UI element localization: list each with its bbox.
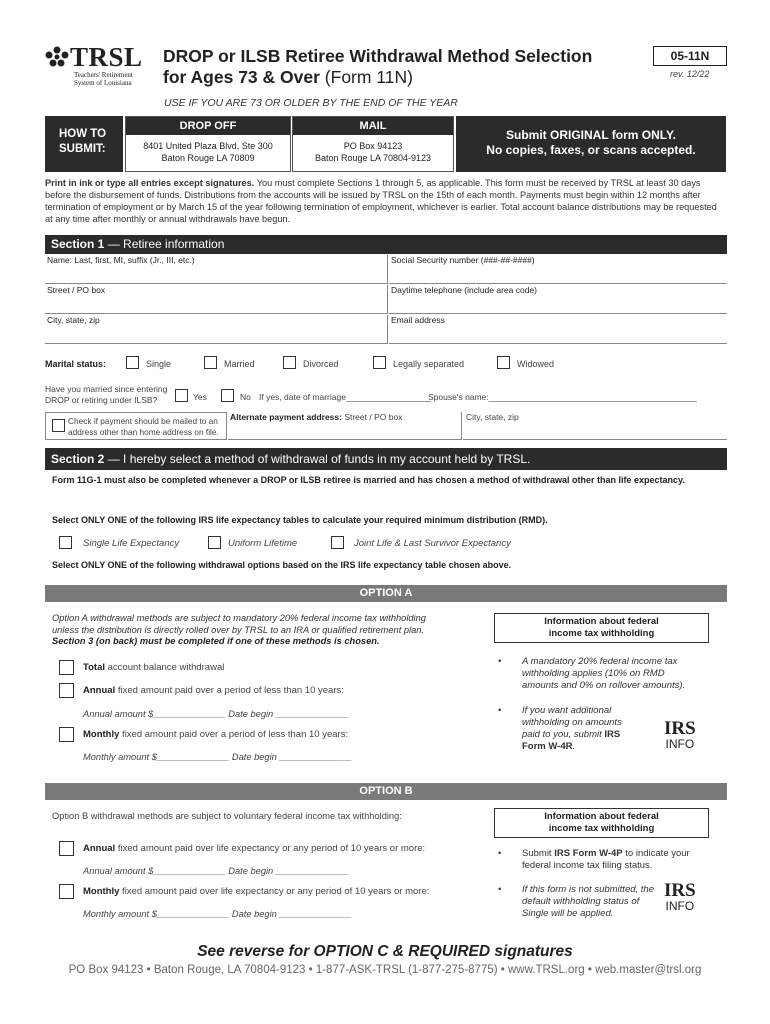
drop-off-box <box>125 116 291 172</box>
mail-box <box>292 116 454 172</box>
email-field[interactable]: Email address <box>389 315 727 344</box>
single-life-checkbox[interactable] <box>59 536 72 549</box>
marital-single-checkbox[interactable] <box>126 356 139 369</box>
marital-label: Marital status: <box>45 359 107 369</box>
marital-widowed-checkbox[interactable] <box>497 356 510 369</box>
option-a-heading: OPTION A <box>45 585 727 602</box>
phone-field[interactable]: Daytime telephone (include area code) <box>389 285 727 314</box>
spouse-name-field[interactable]: Spouse's name:____________________________________________ <box>428 392 697 402</box>
logo-sub-2: System of Louisiana <box>74 79 132 87</box>
option-a-bullet-2: • If you want additional withholding on amounts paid to you, submit IRS Form W-4R. <box>498 705 622 752</box>
subtitle: USE IF YOU ARE 73 OR OLDER BY THE END OF THE YEAR <box>164 97 458 109</box>
option-a-annual-amount-field[interactable]: Annual amount $______________ Date begin ______________ <box>83 709 349 719</box>
marital-married-checkbox[interactable] <box>204 356 217 369</box>
logo-mark-icon <box>44 46 70 70</box>
joint-life-checkbox[interactable] <box>331 536 344 549</box>
name-field[interactable]: Name: Last, first, MI, suffix (Jr., III, etc.) <box>45 255 388 284</box>
ssn-field[interactable]: Social Security number (###-##-####) <box>389 255 727 284</box>
option-b-bullet-2: • If this form is not submitted, the default withholding status of Single will be applied. <box>498 884 654 919</box>
city-field[interactable]: City, state, zip <box>45 315 388 344</box>
option-a-bullet-1: • A mandatory 20% federal income tax withholding applies (10% on RMD amounts and 0% on rollover amounts). <box>498 656 686 691</box>
marital-divorced-checkbox[interactable] <box>283 356 296 369</box>
title-form-number: (Form 11N) <box>324 67 413 87</box>
form-11g-note: Form 11G-1 must also be completed whenever a DROP or ILSB retiree is married and has chosen a method of withdrawal other than life expectancy. <box>52 475 685 485</box>
life-table-row: Single Life Expectancy Uniform Lifetime Joint Life & Last Survivor Expectancy <box>45 536 727 552</box>
section-2-heading: Section 2 — I hereby select a method of withdrawal of funds in my account held by TRSL. <box>45 448 727 470</box>
street-field[interactable]: Street / PO box <box>45 285 388 314</box>
option-a-monthly-amount-field[interactable]: Monthly amount $______________ Date begin ______________ <box>83 752 352 762</box>
option-a-irs-info-icon: IRS INFO <box>664 718 696 751</box>
submit-notice: Submit ORIGINAL form ONLY. No copies, faxes, or scans accepted. <box>456 116 726 172</box>
logo-sub-1: Teachers' Retirement <box>74 71 133 79</box>
option-b-info-title: Information about federal income tax withholding <box>494 808 709 838</box>
option-b-heading: OPTION B <box>45 783 727 800</box>
title-line-2: for Ages 73 & Over (Form 11N) <box>163 67 413 87</box>
see-reverse-note: See reverse for OPTION C & REQUIRED signatures <box>197 943 573 960</box>
option-b-monthly-checkbox[interactable] <box>59 884 74 899</box>
mail-address: PO Box 94123 Baton Rouge LA 70804-9123 <box>314 141 432 163</box>
married-yes-checkbox[interactable] <box>175 389 188 402</box>
date-of-marriage-field[interactable]: If yes, date of marriage__________________ <box>259 392 432 402</box>
section-1-heading: Section 1 — Retiree information <box>45 235 727 254</box>
option-b-bullet-1: • Submit IRS Form W-4P to indicate your federal income tax filing status. <box>498 848 690 871</box>
married-since-question: Have you married since entering DROP or retiring under ILSB? <box>45 384 168 405</box>
option-a-description: Option A withdrawal methods are subject to mandatory 20% federal income tax withholding unless the distribution is directly rolled over by TRSL to an IRA or qualified retirement plan. Section 3 (on back) must be completed if one of these methods is chosen. <box>52 613 426 646</box>
option-b-irs-info-icon: IRS INFO <box>664 880 696 913</box>
option-a-monthly-checkbox[interactable] <box>59 727 74 742</box>
how-to-submit-label: HOW TO SUBMIT: <box>45 116 123 172</box>
uniform-lifetime-checkbox[interactable] <box>208 536 221 549</box>
alt-street-field[interactable]: Alternate payment address: Street / PO box <box>228 412 462 440</box>
select-option-instruction: Select ONLY ONE of the following withdrawal options based on the IRS life expectancy table chosen above. <box>52 560 512 570</box>
mail-label: MAIL <box>293 117 453 135</box>
select-table-instruction: Select ONLY ONE of the following IRS life expectancy tables to calculate your required minimum distribution (RMD). <box>52 515 548 525</box>
marital-separated-checkbox[interactable] <box>373 356 386 369</box>
option-b-annual-checkbox[interactable] <box>59 841 74 856</box>
drop-off-label: DROP OFF <box>126 117 290 135</box>
married-since-row: Have you married since entering DROP or retiring under ILSB? Yes No If yes, date of marriage__________________ Spouse's name:____________________________________________ <box>45 384 697 405</box>
logo-wordmark: TRSL <box>70 42 143 72</box>
marital-status-row: Marital status: Single Married Divorced Legally separated Widowed <box>45 356 727 374</box>
title-line-1: DROP or ILSB Retiree Withdrawal Method Selection <box>163 46 593 66</box>
alt-address-check-box: Check if payment should be mailed to an address other than home address on file. <box>45 412 227 440</box>
option-a-annual-checkbox[interactable] <box>59 683 74 698</box>
married-no-checkbox[interactable] <box>221 389 234 402</box>
option-a-total-checkbox[interactable] <box>59 660 74 675</box>
intro-paragraph: Print in ink or type all entries except signatures. You must complete Sections 1 through 5, as applicable. This form must be received by TRSL at least 30 days before the disbursement of funds. Distributions from the accounts will be issued by TRSL on the 15th of each month. Payments must begin within 12 months after termination of employment or by March 15 of the year following termination of employment, whichever is earlier. Total account balance distributions may be requested at any time after monthly or annual withdrawals have begun. <box>45 178 717 224</box>
footer-contact: PO Box 94123 • Baton Rouge, LA 70804-9123 • 1-877-ASK-TRSL (1-877-275-8775) • www.TRSL.org • web.master@trsl.org <box>68 964 702 976</box>
option-b-monthly-amount-field[interactable]: Monthly amount $______________ Date begin ______________ <box>83 909 352 919</box>
form-title <box>163 46 592 88</box>
drop-off-address: 8401 United Plaza Blvd, Ste 300 Baton Rouge LA 70809 <box>143 141 273 163</box>
form-number-box: 05-11N <box>653 46 727 66</box>
alt-address-checkbox[interactable] <box>52 419 65 432</box>
option-b-annual-amount-field[interactable]: Annual amount $______________ Date begin ______________ <box>83 866 349 876</box>
alt-city-field[interactable]: City, state, zip <box>463 412 727 440</box>
option-b-description: Option B withdrawal methods are subject to voluntary federal income tax withholding: <box>52 811 402 821</box>
option-a-info-title: Information about federal income tax withholding <box>494 613 709 643</box>
trsl-logo <box>44 44 154 90</box>
revision-date: rev. 12/22 <box>670 69 710 79</box>
